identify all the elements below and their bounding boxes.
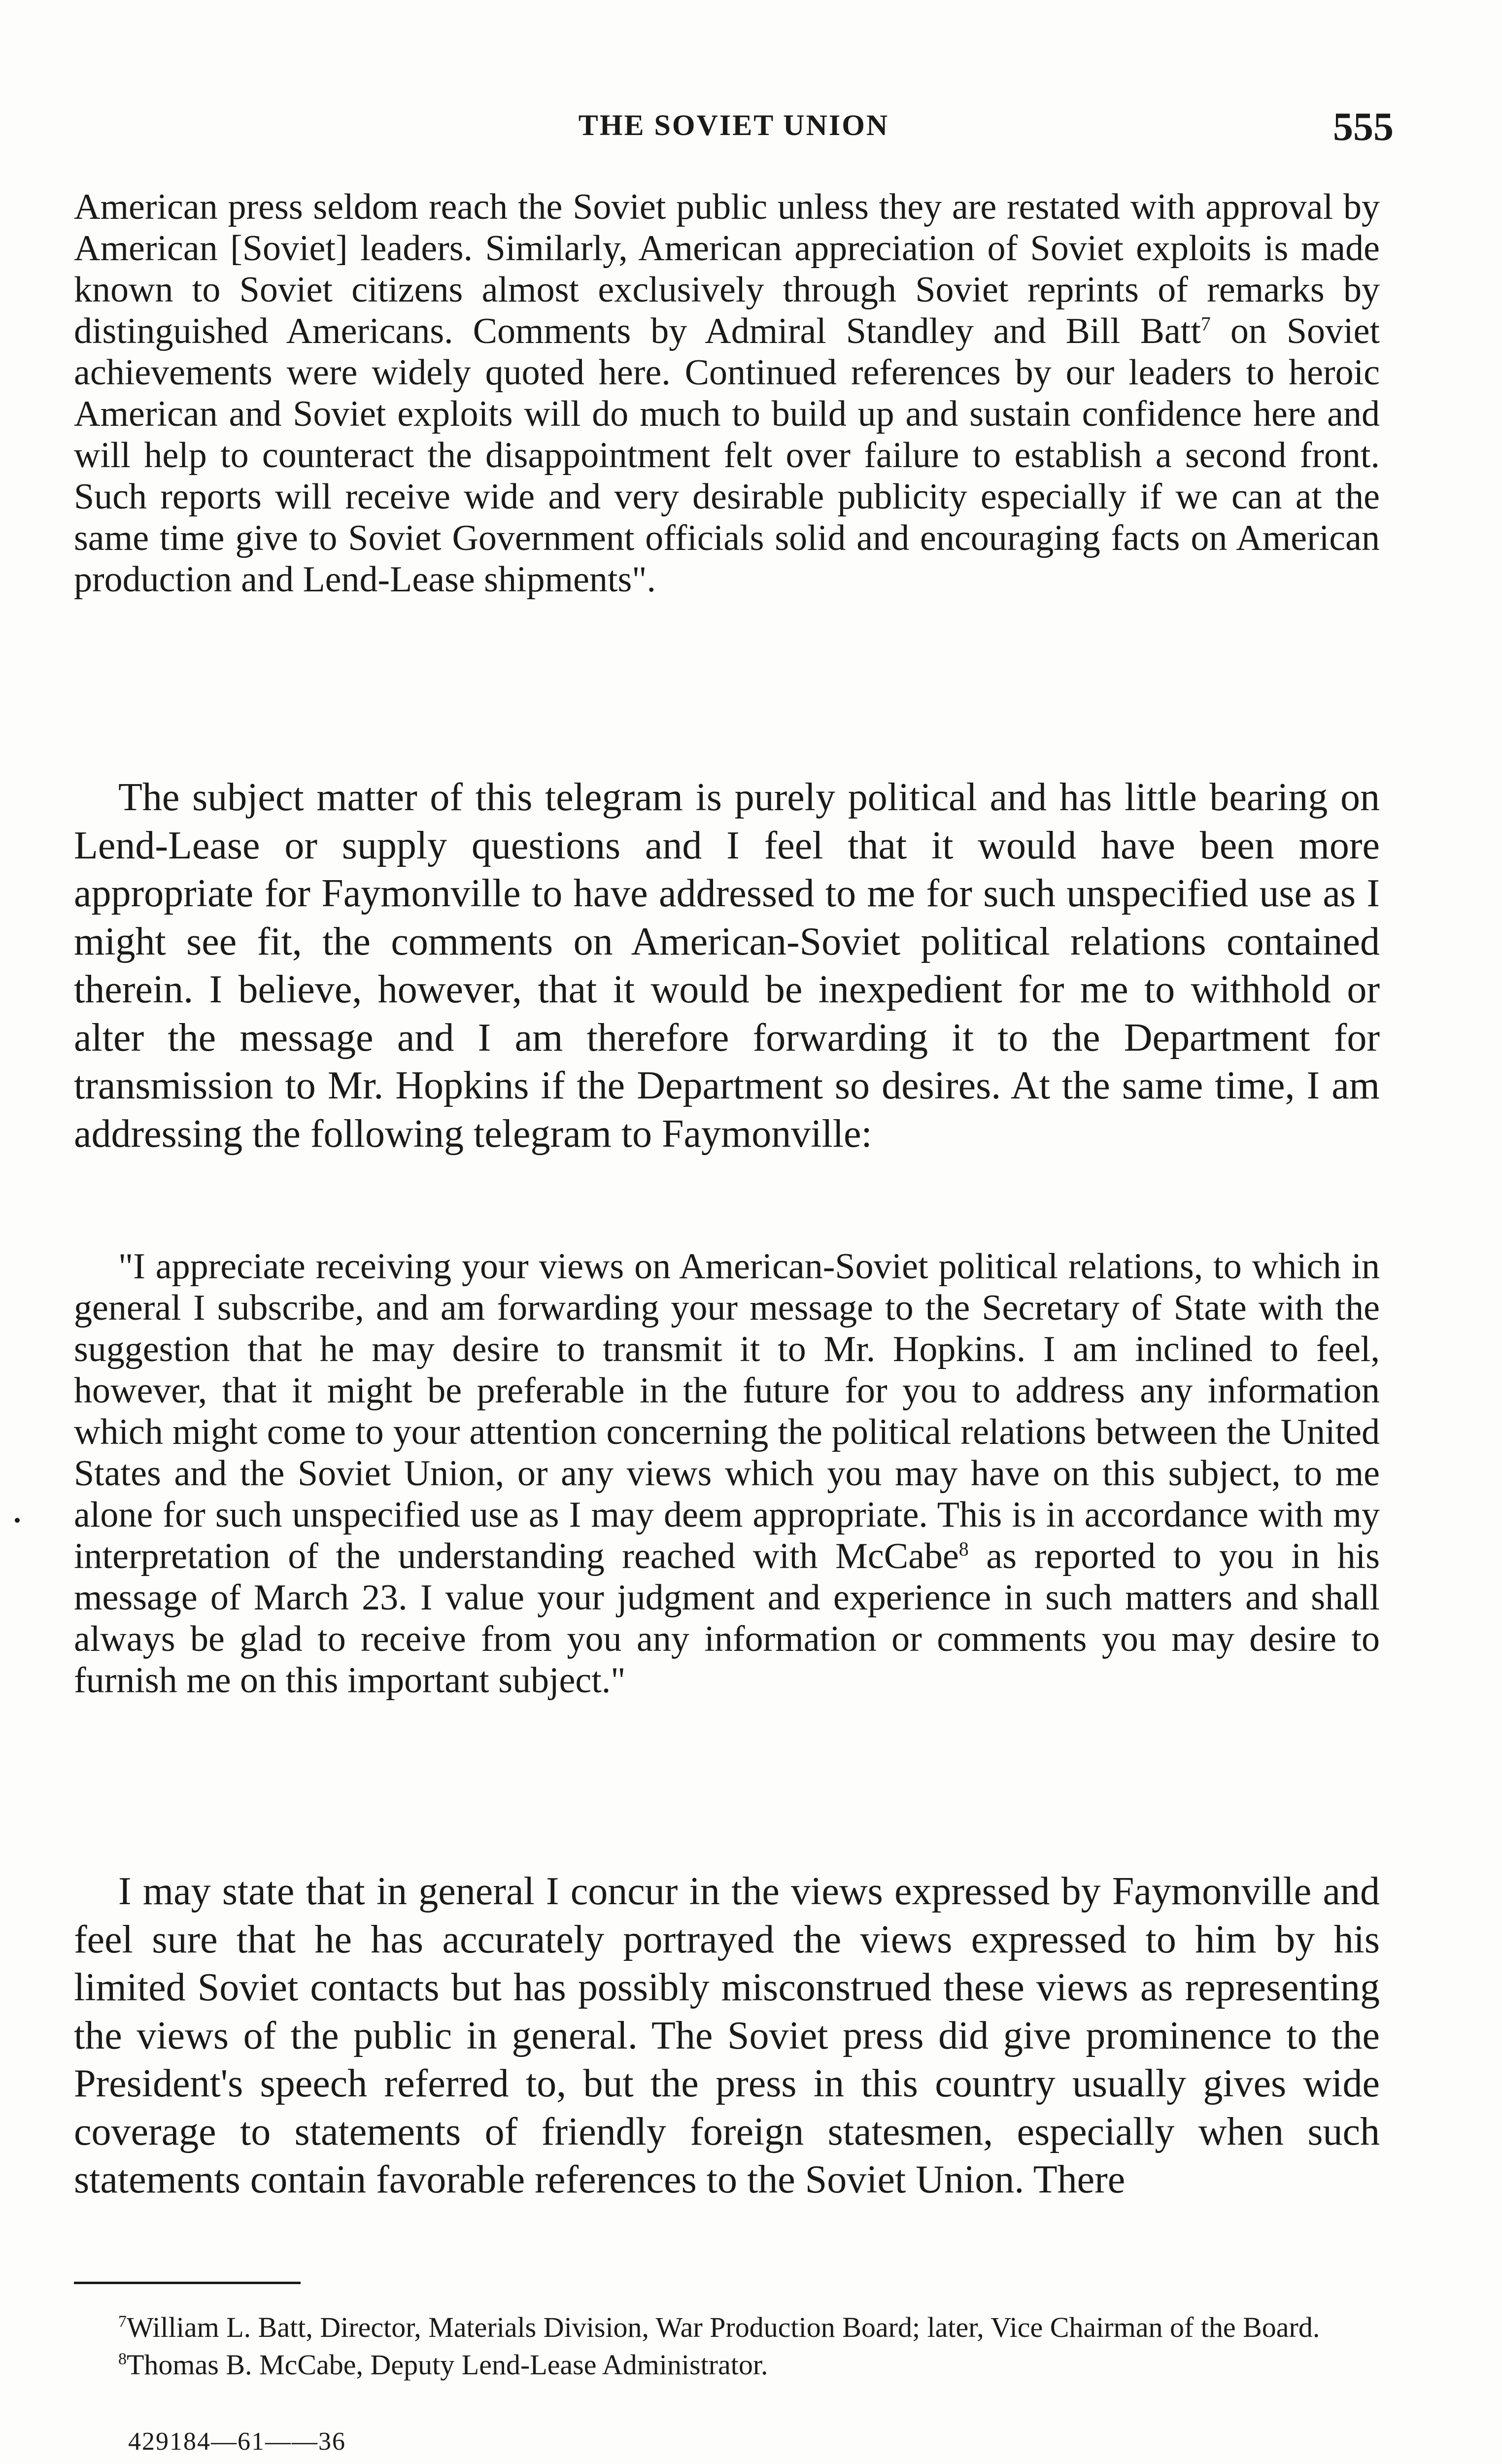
running-title: THE SOVIET UNION [578, 109, 889, 141]
paragraph-text: The subject matter of this telegram is purely political and has little bearing on Lend-Lease or supply questions and I feel that it would have been more appropriate for Faymonville to have addressed to me for such unspecified use as I might see fit, the comments on American-Soviet political relations contained therein. I believe, however, that it would be inexpedient for me to withhold or alter the message and I am therefore forwarding it to the Department for transmission to Mr. Hopkins if the Department so desires. At the same time, I am addressing the following telegram to Faymonville: [74, 776, 1380, 1156]
footnote-mark: 8 [118, 2350, 127, 2368]
footnote-divider [74, 2282, 301, 2284]
footnote-text: William L. Batt, Director, Materials Division, War Production Board; later, Vice Chairman of the Board. [127, 2311, 1320, 2343]
page-number: 555 [1333, 104, 1394, 149]
footnote-text: Thomas B. McCabe, Deputy Lend-Lease Administrator. [127, 2349, 768, 2381]
footnote-mark: 7 [118, 2312, 127, 2331]
quote-text-part-1: "I appreciate receiving your views on American-Soviet political relations, to which in general I subscribe, and am forwarding your message to the Secretary of State with the suggestion that he may desire to transmit it to Mr. Hopkins. I am inclined to feel, however, that it might be preferable in the future for you to address any information which might come to your attention concerning the political relations between the United States and the Soviet Union, or any views which you may have on this subject, to me alone for such unspecified use as I may deem appropriate. This is in accordance with my interpretation of the understanding reached with McCabe [74, 1246, 1380, 1576]
quote-text-part-2: on Soviet achievements were widely quoted here. Continued references by our leaders to heroic American and Soviet exploits will do much to build up and sustain confidence here and will help to counteract the disappointment felt over failure to establish a second front. Such reports will receive wide and very desirable publicity especially if we can at the same time give to Soviet Government officials solid and encouraging facts on American production and Lend-Lease shipments". [74, 311, 1380, 600]
quoted-telegram-continuation [74, 186, 1380, 600]
quote-text-part-2: as reported to you in his message of March 23. I value your judgment and experience in such matters and shall always be glad to receive from you any information or comments you may desire to furnish me on this important subject." [74, 1536, 1380, 1701]
paragraph-text: I may state that in general I concur in the views expressed by Faymonville and feel sure that he has accurately portrayed the views expressed to him by his limited Soviet contacts but has possibly misconstrued these views as representing the views of the public in general. The Soviet press did give prominence to the President's speech referred to, but the press in this country usually gives wide coverage to statements of friendly foreign statesmen, especially when such statements contain favorable references to the Soviet Union. There [74, 1870, 1380, 2201]
footnote-reference-7: 7 [1200, 312, 1211, 335]
footnote-reference-8: 8 [958, 1538, 969, 1560]
quote-paragraph [74, 1246, 1380, 1701]
margin-dot [15, 1518, 20, 1523]
printer-code: 429184—61——36 [128, 2428, 346, 2456]
quote-paragraph [74, 186, 1380, 600]
footnotes [74, 2309, 1380, 2384]
quote-text-part-1: American press seldom reach the Soviet public unless they are restated with approval by American [Soviet] leaders. Similarly, American appreciation of Soviet exploits is made known to Soviet citizens almost exclusively through Soviet reprints of remarks by distinguished Americans. Comments by Admiral Standley and Bill Batt [74, 187, 1380, 351]
footnote-8 [74, 2346, 1380, 2384]
footnote-7 [74, 2309, 1380, 2346]
body-paragraph-2 [74, 1868, 1380, 2204]
running-head [74, 104, 1394, 153]
body-paragraph-1 [74, 774, 1380, 1158]
quoted-telegram-to-faymonville [74, 1246, 1380, 1701]
